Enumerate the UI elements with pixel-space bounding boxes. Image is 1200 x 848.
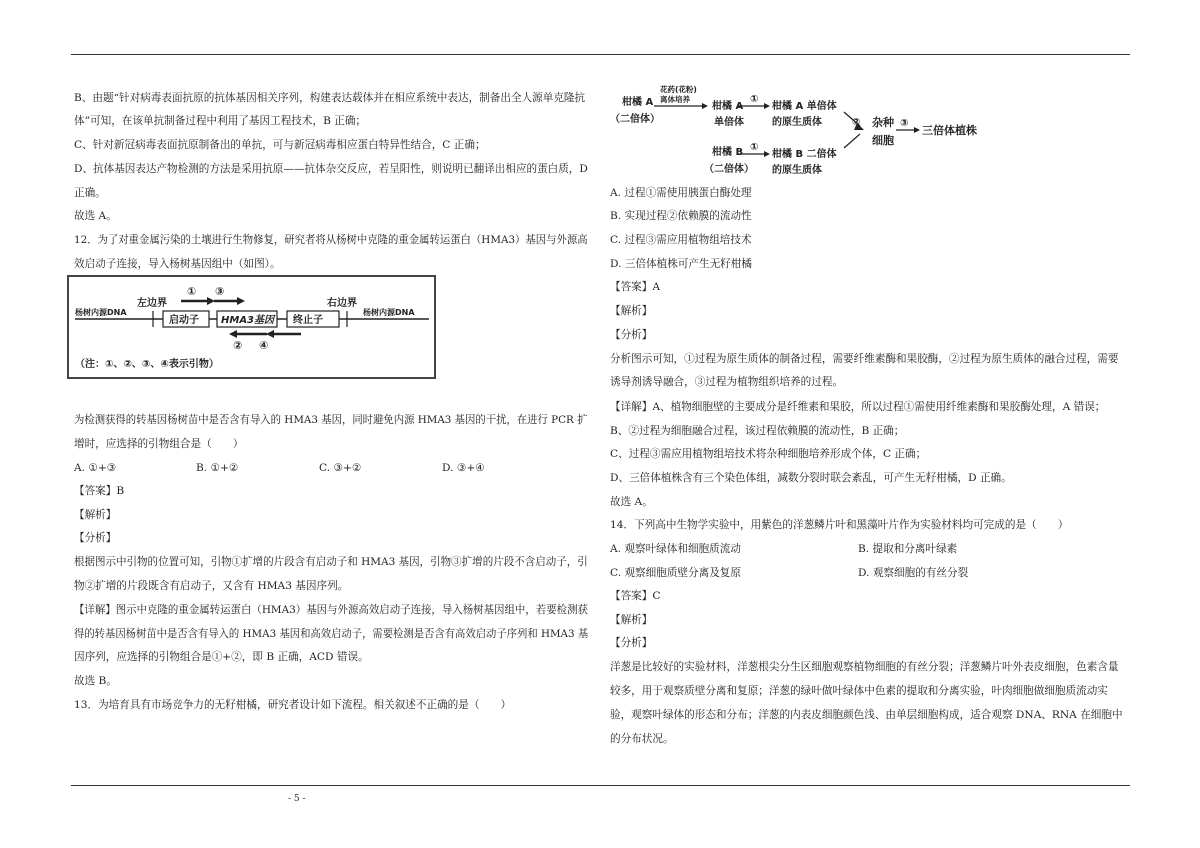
promoter-label: 启动子 [169,315,199,326]
text-line: 诱导剂诱导融合，③过程为植物组织培养的过程。 [610,376,844,388]
text-line: 【详解】图示中克隆的重金属转运蛋白（HMA3）基因与外源高效启动子连接，导入杨树基因组中，若要检测获 [74,604,588,616]
hybrid-cell-label: 杂种 [872,116,894,129]
analysis-label: 【分析】 [610,329,653,341]
option-d: D. 观察细胞的有丝分裂 [858,567,969,579]
primer-3-label: ③ [215,285,225,298]
haploid-a-sub: 单倍体 [714,117,744,128]
terminator-label: 终止子 [293,315,323,326]
option-a: A. 观察叶绿体和细胞质流动 [610,543,741,555]
citrus-flowchart-svg [608,82,977,180]
protoplast-b-sub: 的原生质体 [772,165,822,176]
text-line: 较多，用于观察质壁分离和复原；洋葱的绿叶做叶绿体中色素的提取和分离实验，叶肉细胞做细胞质流动实 [610,685,1108,697]
text-line: 【详解】A、植物细胞壁的主要成分是纤维素和果胶，所以过程①需使用纤维素酶和果胶酶处理，A 错误； [610,401,1106,413]
flow-arrow-merge-bottom [844,134,860,148]
text-line: 故选 A。 [610,496,653,508]
protoplast-b-label: 柑橘 B 二倍体 [772,149,837,160]
right-border-label: 右边界 [327,298,357,309]
primer-1-label: ① [187,285,197,298]
dna-right-label: 杨树内源DNA [363,308,415,317]
text-line: D、三倍体植株含有三个染色体组，减数分裂时联会紊乱，可产生无籽柑橘，D 正确。 [610,472,1012,484]
text-line: 的分布状况。 [610,733,674,745]
dna-left-label: 杨树内源DNA [75,308,127,317]
text-line: 物②扩增的片段既含有启动子，又含有 HMA3 基因序列。 [74,580,349,592]
citrus-breeding-flowchart [608,82,977,180]
text-line: 洋葱是比较好的实验材料，洋葱根尖分生区细胞观察植物细胞的有丝分裂；洋葱鳞片叶外表皮细胞，色素含量 [610,661,1119,673]
process-1-label-b: ① [750,142,759,153]
citrus-b-label: 柑橘 B [712,147,744,158]
process-2-label: ② [852,117,861,128]
analysis-label: 【分析】 [610,637,653,649]
citrus-a-label: 柑橘 A [622,97,654,108]
option-d: D. ③+④ [442,462,485,474]
analysis-label: 【解析】 [74,509,117,521]
option-c: C. 观察细胞质壁分离及复原 [610,567,741,579]
option-b: B. 实现过程②依赖膜的流动性 [610,210,752,222]
question-13-stem: 13．为培育具有市场竞争力的无籽柑橘，研究者设计如下流程。相关叙述不正确的是（ ） [74,699,512,711]
page-number: - 5 - [288,794,306,804]
text-line: C、过程③需应用植物组培技术将杂种细胞培养形成个体，C 正确； [610,448,927,460]
text-line: 分析图示可知，①过程为原生质体的制备过程，需要纤维素酶和果胶酶，②过程为原生质体的融合过程，需要 [610,353,1119,365]
option-d: D. 三倍体植株可产生无籽柑橘 [610,258,752,270]
diagram-note: （注：①、②、③、④表示引物） [75,359,219,370]
primer-4-label: ④ [259,339,269,352]
analysis-label: 【解析】 [610,614,653,626]
top-rule [71,54,1130,55]
option-a: A. ①+③ [74,462,117,474]
citrus-b-sub: （二倍体） [704,164,754,175]
analysis-label: 【分析】 [74,532,117,544]
haploid-a-label: 柑橘 A [712,101,744,112]
text-line: B、②过程为细胞融合过程，该过程依赖膜的流动性，B 正确； [610,425,905,437]
text-line: 故选 B。 [74,675,117,687]
triploid-plant-label: 三倍体植株 [922,124,977,137]
text-line: 故选 A。 [74,210,117,222]
option-b: B. 提取和分离叶绿素 [858,543,958,555]
text-line: 因序列，应选择的引物组合是①+②，即 B 正确，ACD 错误。 [74,651,369,663]
answer-label: 【答案】A [610,281,661,293]
analysis-label: 【解析】 [610,305,653,317]
option-a: A. 过程①需使用胰蛋白酶处理 [610,187,752,199]
option-c: C. 过程③需应用植物组培技术 [610,234,752,246]
option-b: B. ①+② [196,462,239,474]
gene-construct-svg [69,277,434,377]
text-line: C、针对新冠病毒表面抗原制备出的单抗，可与新冠病毒相应蛋白特异性结合，C 正确； [74,139,486,151]
primer-2-label: ② [233,339,243,352]
answer-label: 【答案】B [74,485,125,497]
text-line: 得的转基因杨树苗中是否含有导入的 HMA3 基因和高效启动子，需要检测是否含有高效启动子序列和 HMA3 基 [74,628,589,640]
text-line: 体”可知，在该单抗制备过程中利用了基因工程技术，B 正确； [74,115,367,127]
text-line: 为检测获得的转基因杨树苗中是否含有导入的 HMA3 基因，同时避免内源 HMA3 基因的干扰，在进行 PCR 扩 [74,414,588,426]
citrus-a-sub: （二倍体） [610,114,660,125]
hybrid-cell-sub: 细胞 [872,134,894,147]
process-3-label: ③ [900,118,909,129]
question-12-stem: 12．为了对重金属污染的土壤进行生物修复，研究者将从杨树中克隆的重金属转运蛋白（HMA3）基因与外源高 [74,234,588,246]
step-label-top: 花药(花粉) [660,85,697,94]
left-border-label: 左边界 [137,298,167,309]
answer-label: 【答案】C [610,590,661,602]
text-line: 验，观察叶绿体的形态和分布；洋葱的内表皮细胞颜色浅、由单层细胞构成，适合观察 DNA、RNA 在细胞中 [610,709,1123,721]
question-14-stem: 14．下列高中生物学实验中，用紫色的洋葱鳞片叶和黑藻叶片作为实验材料均可完成的是（ ） [610,519,1069,531]
text-line: 根据图示中引物的位置可知，引物①扩增的片段含有启动子和 HMA3 基因，引物③扩增的片段不含启动子，引 [74,556,588,568]
protoplast-a-sub: 的原生质体 [772,117,822,128]
question-12-stem: 效启动子连接，导入杨树基因组中（如图）。 [74,258,281,270]
text-line: B、由题“针对病毒表面抗原的抗体基因相关序列，构建表达载体并在相应系统中表达，制备出全人源单克隆抗 [74,92,586,104]
bottom-rule [71,785,1130,786]
option-c: C. ③+② [319,462,362,474]
process-1-label: ① [750,94,759,105]
step-label-bottom: 离体培养 [660,95,690,104]
gene-label: HMA3基因 [221,315,275,326]
text-line: D、抗体基因表达产物检测的方法是采用抗原——抗体杂交反应，若呈阳性，则说明已翻译出相应的蛋白质，D [74,163,588,175]
gene-construct-diagram [67,275,436,379]
text-line: 增时，应选择的引物组合是（ ） [74,438,244,450]
protoplast-a-label: 柑橘 A 单倍体 [772,101,837,112]
text-line: 正确。 [74,187,106,199]
